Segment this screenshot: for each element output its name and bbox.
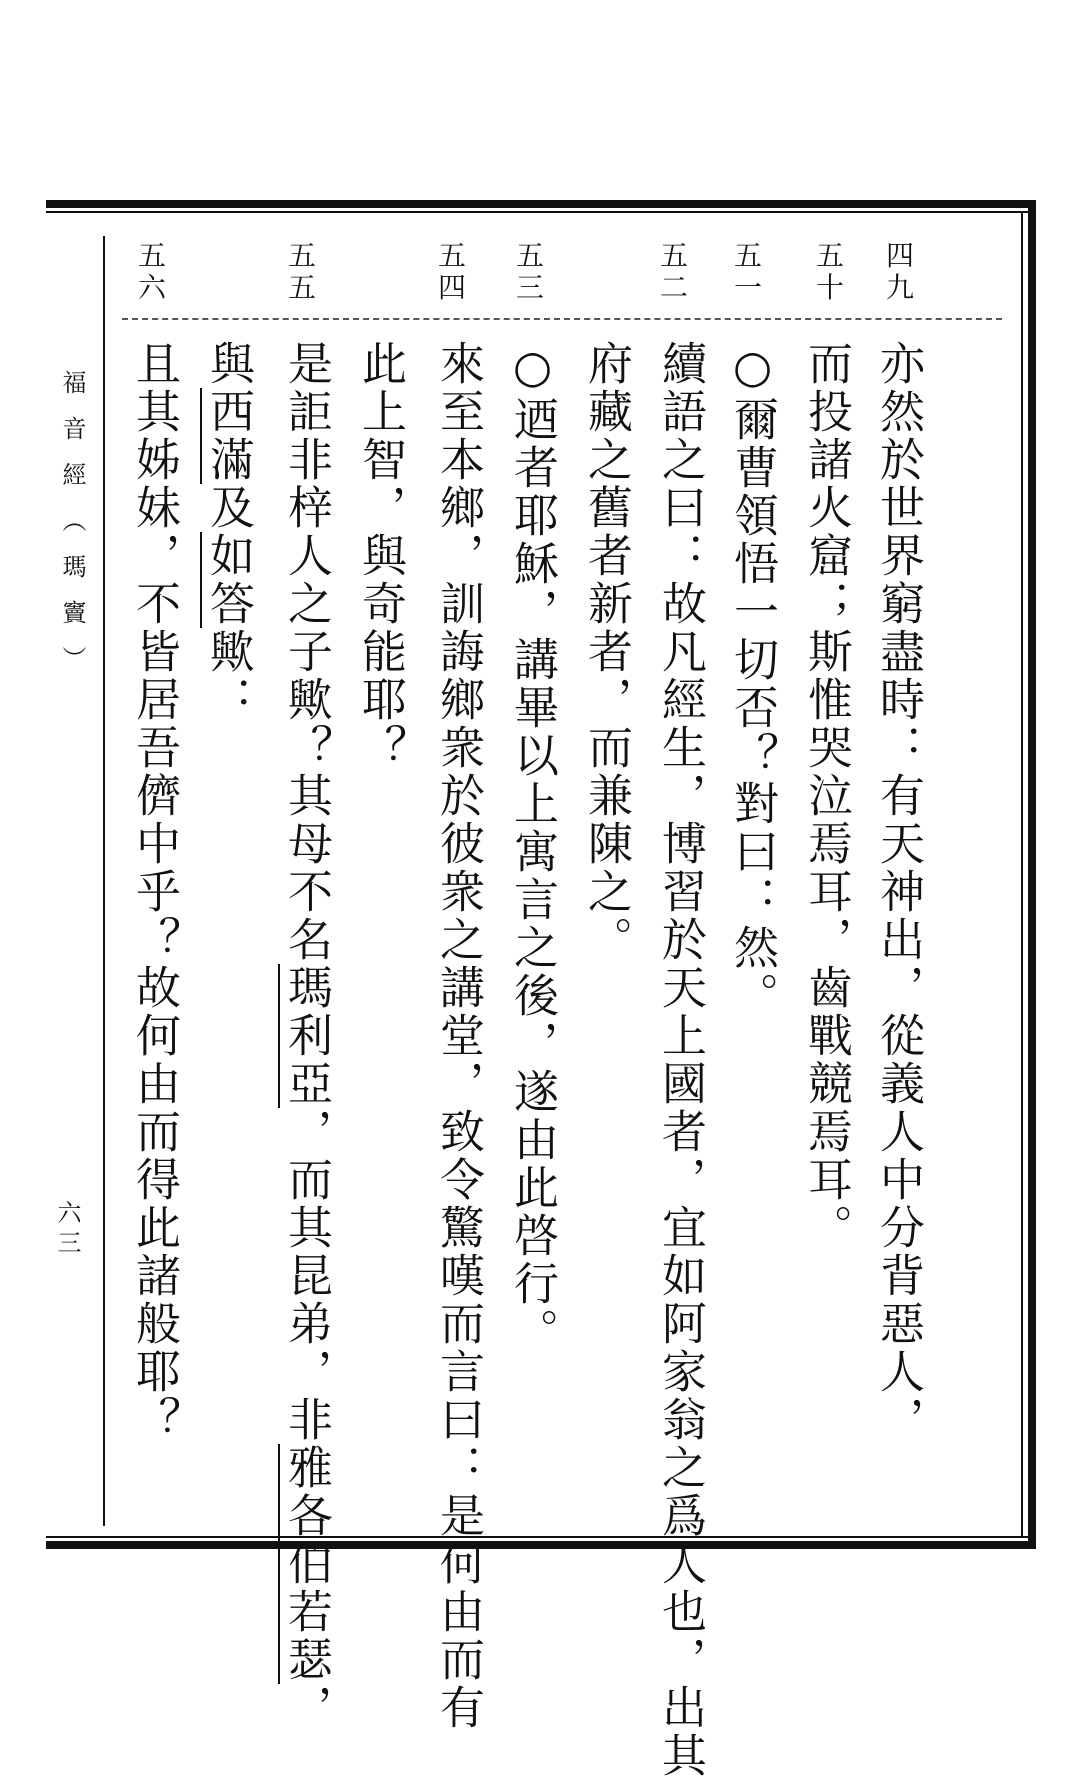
proper-name-jacob: 雅各伯 bbox=[280, 1444, 333, 1588]
verse-text-55-cont bbox=[198, 340, 258, 724]
proper-name-joseph: 若瑟 bbox=[280, 1588, 333, 1684]
book-title: 福音經（瑪竇） bbox=[58, 370, 86, 692]
verse-text-52-cont: 府藏之舊者新者，而兼陳之。 bbox=[580, 340, 633, 964]
verse-text-54-cont: 此上智，與奇能耶？ bbox=[354, 340, 407, 772]
verse-number-51: 五一 bbox=[733, 239, 762, 304]
proper-name-maria: 瑪利亞 bbox=[280, 964, 333, 1108]
verse-number-50: 五十 bbox=[815, 239, 844, 304]
proper-name-judas: 如答 bbox=[202, 532, 255, 628]
right-border-thin bbox=[1021, 211, 1023, 1538]
verse-text-50: 而投諸火窟；斯惟哭泣焉耳，齒戰競焉耳。 bbox=[800, 340, 853, 1252]
text-segment: 歟： bbox=[202, 628, 255, 724]
verse-text-52: 續語之曰：故凡經生，博習於天上國者，宜如阿家翁之爲人也，出其 bbox=[654, 340, 707, 1780]
verse-text-56: 且其姊妹，不皆居吾儕中乎？故何由而得此諸般耶？ bbox=[128, 340, 181, 1444]
top-border-thick bbox=[46, 200, 1036, 208]
verse-text-54: 來至本鄉，訓誨鄉衆於彼衆之講堂，致令驚嘆而言曰：是何由而有 bbox=[432, 340, 485, 1732]
verse-text-51: ○爾曹領悟一切否？對曰：然。 bbox=[726, 340, 779, 1020]
verse-text-49: 亦然於世界窮盡時：有天神出，從義人中分背惡人， bbox=[872, 340, 925, 1444]
verse-text-53: ○迺者耶穌，講畢以上寓言之後，遂由此啓行。 bbox=[506, 340, 559, 1356]
verse-number-divider bbox=[122, 318, 1002, 320]
top-border-thin bbox=[46, 211, 1036, 213]
text-segment: 是詎非梓人之子歟？其母不名 bbox=[280, 340, 333, 964]
text-segment: ， bbox=[280, 1684, 333, 1732]
text-segment: 及 bbox=[202, 484, 255, 532]
verse-text-55 bbox=[276, 340, 336, 1732]
verse-number-56: 五六 bbox=[137, 239, 166, 304]
bottom-border-thick bbox=[46, 1541, 1036, 1549]
page-number: 六三 bbox=[53, 1200, 81, 1260]
text-segment: 與 bbox=[202, 340, 255, 388]
verse-number-49: 四九 bbox=[885, 239, 914, 304]
proper-name-simon: 西滿 bbox=[202, 388, 255, 484]
bottom-border-thin bbox=[46, 1536, 1036, 1538]
verse-number-54: 五四 bbox=[437, 239, 466, 304]
text-segment: ，而其昆弟，非 bbox=[280, 1108, 333, 1444]
verse-number-52: 五二 bbox=[659, 239, 688, 304]
verse-number-55: 五五 bbox=[287, 239, 316, 304]
left-border bbox=[103, 236, 105, 1526]
right-border-thick bbox=[1028, 200, 1036, 1549]
verse-number-53: 五三 bbox=[515, 239, 544, 304]
